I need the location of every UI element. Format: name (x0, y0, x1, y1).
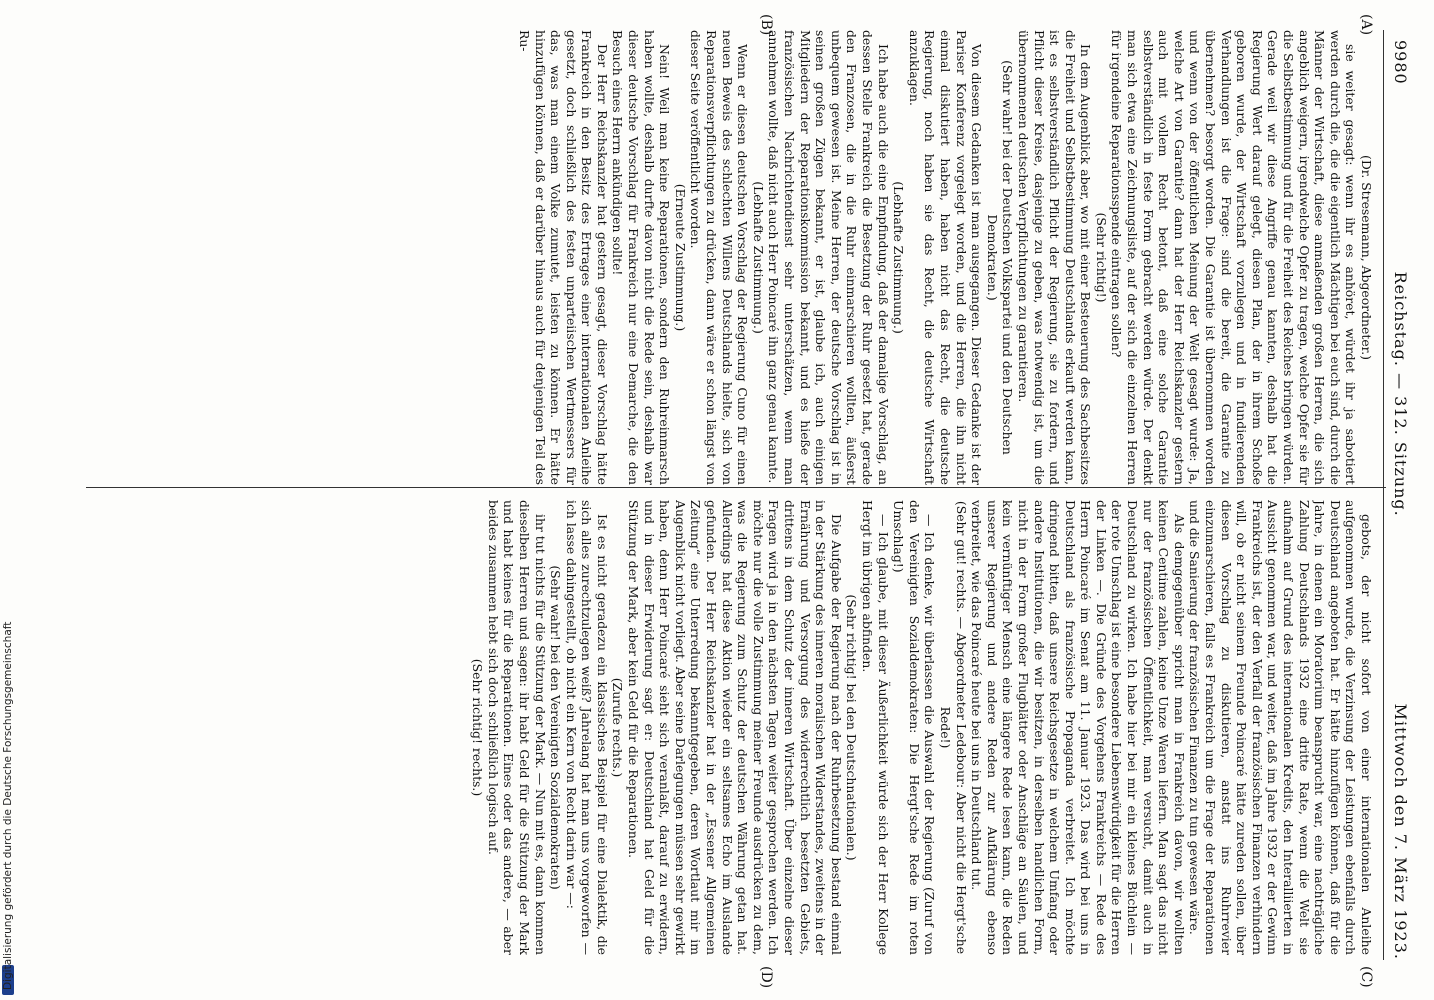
paragraph: Wenn er diesen deutschen Vorschlag der Regierung Cuno für einen neuen Beweis des schlechten Willens Deutschlands hielte, sich von Reparationsverpflichtungen zu drücken, dann wäre er schon längst von dieser Seite veröffentlicht worden. (688, 30, 751, 485)
interjection: (Sehr richtig!) (1093, 212, 1109, 303)
speaker-line: (Dr. Stresemann, Abgeordneter.) (1359, 154, 1374, 360)
header-rule (1383, 30, 1384, 960)
margin-marker-d: (D) (758, 966, 774, 989)
paragraph: sie weiter gesagt: wenn ihr es anhöret, würdet ihr ja sabotiert werden durch die, die die eigentlich Mächtigen bei euch sind, durch die Männer der Wirtschaft, diese anmaßenden großen Herren, die sich angeblich weigern, irgendwelche Opfer zu tragen, welche Opfer sie für die Selbstbestimmung und für die Freiheit des Reiches bringen würden. Gerade weil wir diese Angriffe genau kannten, deshalb hat die Regierung Wert darauf gelegt, diesen Plan, der in ihrem Schoße geboren wurde, der Wirtschaft vorzulegen und in fundierenden Verhandlungen ist die Frage: sind die bereit, die Garantie zu übernehmen? besorgt worden. Die Garantie ist übernommen worden und wenn von der öffentlichen Meinung der Welt gesagt wurde: Ja, welche Art von Garantie? dann hat der Herr Reichskanzler gestern auch mit vollem Recht betont, daß eine solche Garantie selbstverständlich in feste Form gebracht werden würde. Der denkt man sich etwa eine Zeichnungsliste, auf der sich die einzelnen Herren für irgendeine Reparationsspende eintragen sollen? (1109, 30, 1359, 485)
paragraph: ihr tut nichts für die Stützung der Mark. — Nun mit es, dann kommen dieselben Herren und sagen: ihr habt Geld für die Stützung der Mark und habt keines für die Reparationen. Eines oder das andere, — aber beides zusammen hebt sich doch schließlich logisch auf. (485, 500, 548, 955)
paragraph: Ich habe auch die eine Empfindung, daß der damalige Vorschlag, an dessen Stelle Frankreich die Besetzung der Ruhr gesetzt hat, gerade den Franzosen, die in die Ruhr einmarschieren wollten, äußerst unbequem gewesen ist. Meine Herren, der deutsche Vorschlag ist in seinen großen Zügen bekannt, er ist, glaube ich, auch einigen Mitgliedern der Reparationskommission bekannt, und es hieße der französischen Nachrichtendienst sehr unterschätzen, wenn man annehmen wollte, daß nicht auch Herr Poincaré ihn ganz genau kannte. (766, 30, 891, 485)
paragraph: Als demgegenüber spricht man in Frankreich davon, wir wollten keinen Centime zahlen, keine Unze Waren liefern. Man sagt das nicht nur der französischen Öffentlichkeit, man versucht, damit auch in Deutschland zu wirken. Ich habe hier bei mir ein kleines Büchlein — der rote Umschlag ist eine besondere Liebenswürdigkeit für die Herren der Linken —. Die Gründe des Vorgehens Frankreichs — Rede des Herrn Poincaré im Senat am 11. Januar 1923. Das wird bei uns in Deutschland als französische Propaganda verbreitet. Ich möchte dringend bitten, daß unsere Reichsgesetze in welchem Umfang oder andere Institutionen, die wir besitzen, in derselben handlichen Form, nicht in der Form großer Flugblätter oder Anschläge an Säulen, und kein vernünftiger Mensch eine längere Rede lesen kann, die Reden unserer Regierung und andere Reden zur Aufklärung ebenso verbreitet, wie das Poincaré heute bei uns in Deutschland tut. (969, 500, 1187, 955)
paragraph: Nein! Weil man keine Reparationen, sondern den Ruhreinmarsch haben wollte, deshalb durfte davon nicht die Rede sein, deshalb war dieser deutsche Vorschlag für Frankreich nur eine Demarche, die den Besuch eines Herrn ankündigen sollte! (610, 30, 673, 485)
column-divider (86, 487, 1386, 488)
interjection: (Sehr richtig! bei den Deutschnationalen.) (844, 594, 860, 861)
digitization-credit (0, 0, 16, 1000)
page-number: 9980 (1391, 40, 1410, 85)
paragraph: In dem Augenblick aber, wo mit einer Besteuerung des Sachbesitzes die Freiheit und Selbstbestimmung Deutschlands erkauft werden kann, ist es selbstverständlich Pflicht der Regierung, sie zu fordern, und Pflicht dieser Kreise, dasjenige zu geben, was notwendig ist, um die übernommenen deutschen Verpflichtungen zu garantieren. (1015, 30, 1094, 485)
right-text-column (84, 500, 1374, 955)
paragraph: — Ich denke, wir überlassen die Auswahl der Regierung (Zuruf von den Vereinigten Sozialdemokraten: Die Hergt'sche Rede im roten Umschlag!) (891, 500, 938, 955)
paragraph: Ist es nicht geradezu ein klassisches Beispiel für eine Dialektik, die sich alles zurechtzulegen weiß? Jahrelang hat man uns vorgeworfen — ich lasse dahingestellt, ob nicht ein Kern von Recht darin war —: (563, 500, 610, 955)
digitization-note: Digitalisierung gefördert durch die Deutsche Forschungsgemeinschaft (2, 621, 14, 990)
interjection: (Erneute Zustimmung.) (672, 183, 688, 332)
interjection: (Sehr richtig! rechts.) (470, 658, 486, 797)
left-text-column (84, 30, 1374, 485)
session-date: Mittwoch den 7. März 1923. (1391, 703, 1410, 960)
paragraph: Von diesem Gedanken ist man ausgegangen. Dieser Gedanke ist der Pariser Konferenz vorgelegt worden, und die Herren, die ihn nicht einmal diskutiert haben, haben nicht das Recht, die deutsche Regierung, noch haben sie das Recht, die deutsche Wirtschaft anzuklagen. (906, 30, 985, 485)
interjection: (Sehr gut! rechts. — Abgeordneter Ledebour: Aber nicht die Hergt'sche Rede!) (937, 500, 969, 955)
interjection: (Lebhafte Zustimmung.) (750, 181, 766, 334)
rotated-document (40, 0, 1434, 1000)
interjection: (Zurufe rechts.) (610, 677, 626, 778)
paragraph: — Ich glaube, mit dieser Äußerlichkeit würde sich der Herr Kollege Hergt im übrigen abfinden. (860, 500, 891, 955)
margin-marker-a: (A) (1358, 14, 1374, 36)
page-header (1384, 40, 1410, 960)
paragraph: gebots, der nicht sofort von einer internationalen Anleihe aufgenommen wurde, die Verzinsung der Leistungen ebenfalls durch Deutschland angeboten hat. Er hätte hinzufügen können, daß für die Jahre, in denen ein Moratorium beansprucht war, eine nachträgliche Zahlung Deutschlands 1932 eine dritte Rate, wenn die Welt sie aufnahm auf Grund des internationalen Kredits, den Interalliierten in Aussicht genommen war, und weiter, daß im Jahre 1932 er der Gewinn Frankreichs ist, der den Verfall der französischen Finanzen verhindern will, ob er nicht seinem Freunde Poincaré hätte zureden sollen, über diesen Vorschlag zu diskutieren, anstatt ins Ruhrrevier einzumarschieren, falls es Frankreich um die Frage der Reparationen und die Sanierung der französischen Finanzen zu tun gewesen wäre. (1187, 500, 1374, 955)
interjection: (Lebhafte Zustimmung.) (891, 181, 907, 334)
interjection: (Sehr wahr! bei den Vereinigten Sozialdemokraten) (548, 565, 564, 890)
margin-marker-b: (B) (758, 14, 774, 36)
paragraph: Die Aufgabe der Regierung nach der Ruhrbesetzung bestand einmal in der Stärkung des inneren moralischen Widerstandes, zweitens in der Ernährung und Versorgung des widerrechtlich besetzten Gebiets, drittens in dem Schutz der inneren Wirtschaft. Über einzelne dieser Fragen wird ja in den nächsten Tagen weiter gesprochen werden. Ich möchte nur die volle Zustimmung meiner Freunde ausdrücken zu dem, was die Regierung zum Schutz der deutschen Währung getan hat. Allerdings hat diese Aktion wieder ein seltsames Echo im Auslande gefunden. Der Herr Reichskanzler hat in der „Essener Allgemeinen Zeitung“ eine Unterredung bekanntgegeben, deren Wortlaut mir im Augenblick nicht vorliegt. Aber seine Darlegungen müssen sehr gewirkt haben, denn Herr Poincaré sieht sich veranlaßt, darauf zu erwidern, und in dieser Erwiderung sagt er: Deutschland hat Geld für die Stützung der Mark, aber kein Geld für die Reparationen. (626, 500, 844, 955)
session-title: Reichstag. — 312. Sitzung. (1391, 271, 1410, 517)
paragraph: Der Herr Reichskanzler hat gestern gesagt, dieser Vorschlag hätte Frankreich in den Besitz des Ertrages einer internationalen Anleihe gesetzt, doch schließlich des festen unparteiischen Wertmessers für das, was man einem Volke zumutet, leisten zu können. Er hätte hinzufügen können, daß er darüber hinaus auch für denjenigen Teil des Ru- (516, 30, 610, 485)
margin-marker-c: (C) (1358, 966, 1374, 988)
interjection: (Sehr wahr! bei der Deutschen Volkspartei und den Deutschen Demokraten.) (984, 60, 1016, 455)
